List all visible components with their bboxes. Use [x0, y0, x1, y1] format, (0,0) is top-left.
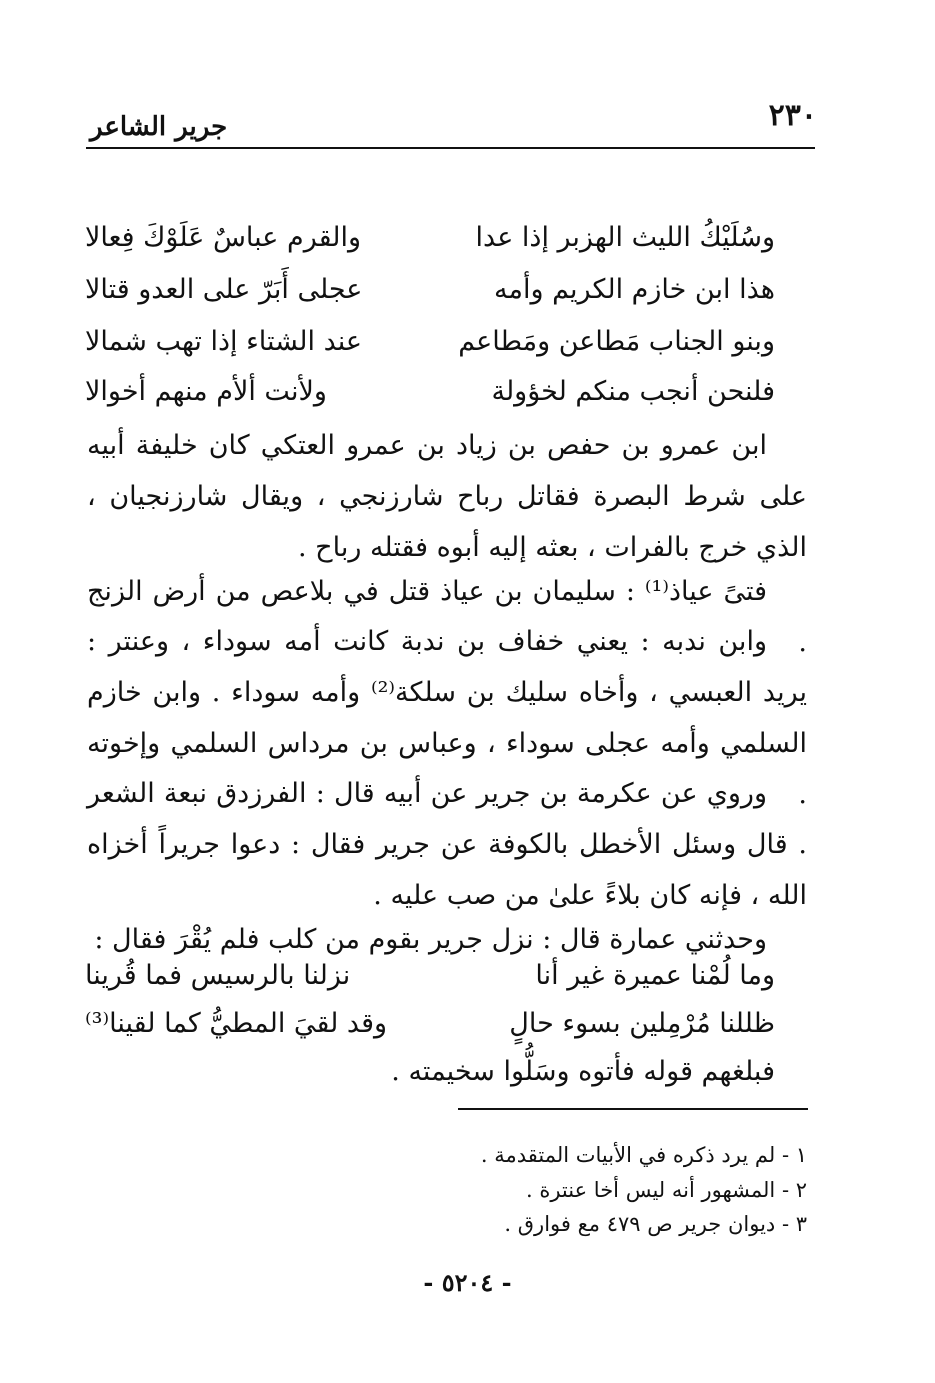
body-paragraph: ابن عمرو بن حفص بن زياد بن عمرو العتكي كان خليفة أبيه على شرط البصرة فقاتل رباح شارزنجي ، ويقال شارزنجيان ، الذي خرج بالفرات ، بعثه إليه أبوه فقتله رباح .	[87, 430, 807, 563]
verse-first-hemistich: هذا ابن خازم الكريم وأمه	[494, 274, 775, 305]
verse-first-hemistich: وما لُمْنا عميرة غير أنا	[535, 960, 775, 991]
verse-first-hemistich: فلنحن أنجب منكم لخؤولة	[491, 376, 775, 407]
footer-page-number: - ٥٢٠٤ -	[423, 1268, 512, 1297]
verse-second-hemistich: ولأنت ألأم منهم أخوالا	[85, 376, 327, 407]
body-paragraph: وابن ندبه : يعني خفاف بن ندبة كانت أمه سوداء ، وعنتر : يريد العبسي ، وأخاه سليك بن سلكة⁽²⁾ وأمه سوداء . وابن خازم السلمي وأمه عجلى سوداء ، وعباس بن مرداس السلمي وإخوته .	[87, 626, 807, 810]
verse-first-hemistich: ظللنا مُرْمِلين بسوء حالٍ	[509, 1008, 775, 1039]
body-paragraph: فتىً عياذ⁽¹⁾ : سليمان بن عياذ قتل في بلاعص من أرض الزنج .	[87, 576, 807, 658]
footnote: ٣ - ديوان جرير ص ٤٧٩ مع فوارق .	[504, 1212, 807, 1236]
verse-line	[85, 376, 775, 422]
body-paragraph: وحدثني عمارة قال : نزل جرير بقوم من كلب فلم يُقْرَ فقال :	[94, 924, 767, 955]
verse-second-hemistich: وقد لقيَ المطيُّ كما لقينا⁽³⁾	[85, 1008, 388, 1039]
footnote-rule	[458, 1108, 808, 1110]
running-title: جرير الشاعر	[90, 112, 228, 142]
footnote: ٢ - المشهور أنه ليس أخا عنترة .	[525, 1178, 807, 1202]
body-paragraph: وروي عن عكرمة بن جرير عن أبيه قال : الفرزدق نبعة الشعر . قال وسئل الأخطل بالكوفة عن جرير فقال : دعوا جريراً أخزاه الله ، فإنه كان بلاءً علىٰ من صب عليه .	[87, 778, 807, 911]
verse-line	[85, 326, 775, 372]
verse-first-hemistich: وسُلَيْكُ الليث الهزبر إذا عدا	[475, 222, 775, 253]
closing-line: فبلغهم قوله فأتوه وسَلُّوا سخيمته .	[391, 1056, 775, 1087]
verse-line	[85, 960, 775, 1006]
verse-first-hemistich: وبنو الجناب مَطاعن ومَطاعم	[458, 326, 775, 357]
footnote: ١ - لم يرد ذكره في الأبيات المتقدمة .	[480, 1143, 807, 1167]
verse-second-hemistich: عجلى أَبَرّ على العدو قتالا	[85, 274, 363, 305]
verse-line	[85, 274, 775, 320]
header-rule	[86, 147, 815, 149]
page-number: ٢٣٠	[768, 98, 817, 133]
verse-second-hemistich: عند الشتاء إذا تهب شمالا	[85, 326, 363, 357]
verse-line	[85, 222, 775, 268]
verse-second-hemistich: نزلنا بالرسيس فما قُرينا	[85, 960, 351, 991]
verse-second-hemistich: والقرم عباسٌ عَلَوْكَ فِعالا	[85, 222, 362, 253]
